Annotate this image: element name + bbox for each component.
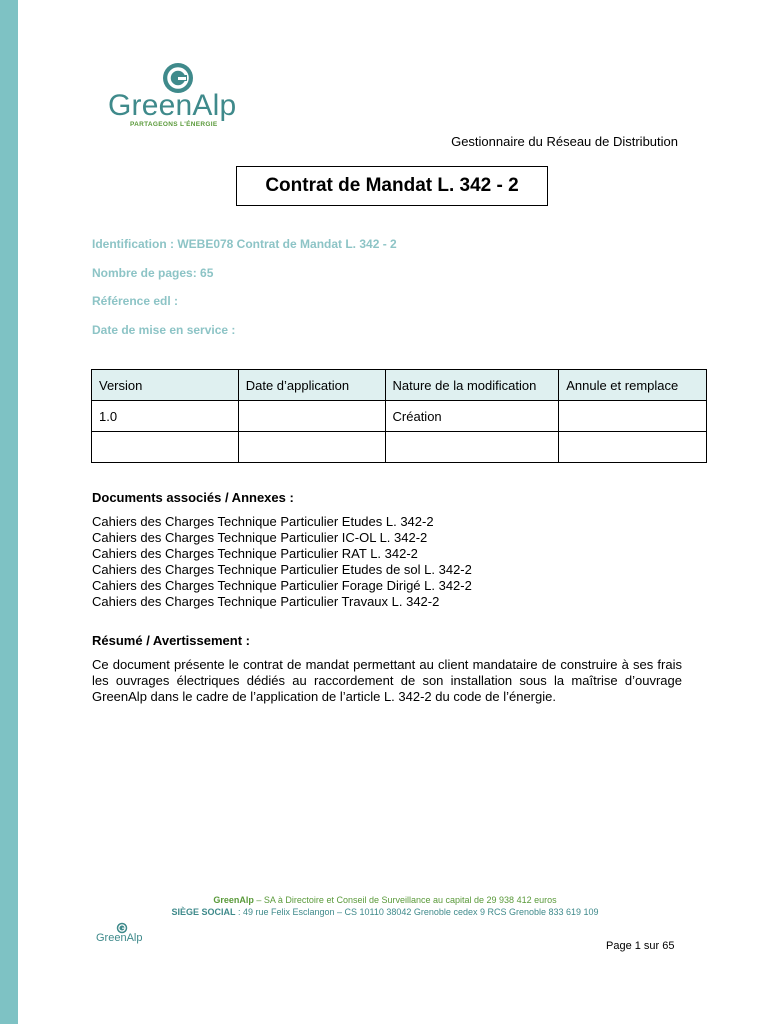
footer-company-details: – SA à Directoire et Conseil de Surveillance au capital de 29 938 412 euros — [253, 895, 557, 905]
meta-date-service: Date de mise en service : — [92, 323, 236, 337]
footer-siege-label: SIÈGE SOCIAL — [171, 907, 236, 917]
footer-logo-wordmark: GreenAlp — [96, 932, 143, 944]
table-cell: 1.0 — [92, 401, 239, 432]
table-cell — [238, 401, 385, 432]
list-item: Cahiers des Charges Technique Particulier Etudes de sol L. 342-2 — [92, 562, 472, 577]
table-header-cell: Nature de la modification — [385, 370, 559, 401]
meta-reference: Référence edl : — [92, 294, 179, 308]
meta-identification: Identification : WEBE078 Contrat de Mandat L. 342 - 2 — [92, 237, 397, 251]
list-item: Cahiers des Charges Technique Particulier IC-OL L. 342-2 — [92, 530, 428, 545]
footer-logo — [96, 922, 156, 948]
summary-text: Ce document présente le contrat de mandat permettant au client mandataire de construire à ses frais les ouvrages électriques dédiés au raccordement de son installation sous la maîtrise d’ouvrage GreenAlp dans le cadre de l’application de l’article L. 342-2 du code de l’énergie. — [92, 657, 682, 704]
table-cell — [559, 401, 707, 432]
left-color-band — [0, 0, 18, 1024]
logo-wordmark: GreenAlp — [108, 89, 237, 122]
footer-company-name: GreenAlp — [213, 895, 254, 905]
footer-siege-details: : 49 rue Felix Esclangon – CS 10110 38042 Grenoble cedex 9 RCS Grenoble 833 619 109 — [235, 907, 599, 917]
document-title — [236, 166, 548, 206]
table-header-cell: Annule et remplace — [559, 370, 707, 401]
table-row — [92, 401, 707, 432]
document-title-text: Contrat de Mandat L. 342 - 2 — [265, 175, 519, 196]
table-cell — [92, 432, 239, 463]
list-item: Cahiers des Charges Technique Particulier Etudes L. 342-2 — [92, 514, 434, 529]
table-cell — [385, 432, 559, 463]
summary-title: Résumé / Avertissement : — [92, 633, 250, 648]
header-subtitle: Gestionnaire du Réseau de Distribution — [451, 134, 678, 149]
logo-tagline: PARTAGEONS L'ÉNERGIE — [130, 121, 218, 128]
greenalp-logo — [108, 62, 248, 134]
documents-title: Documents associés / Annexes : — [92, 490, 294, 505]
list-item: Cahiers des Charges Technique Particulier Travaux L. 342-2 — [92, 594, 440, 609]
table-cell: Création — [385, 401, 559, 432]
meta-pages: Nombre de pages: 65 — [92, 266, 214, 280]
table-row — [92, 432, 707, 463]
documents-list — [92, 514, 472, 610]
footer-siege-line — [0, 907, 770, 917]
footer-company-line — [0, 895, 770, 905]
page-number: Page 1 sur 65 — [606, 940, 675, 952]
table-header-row — [92, 370, 707, 401]
table-header-cell: Date d’application — [238, 370, 385, 401]
list-item: Cahiers des Charges Technique Particulier RAT L. 342-2 — [92, 546, 418, 561]
table-cell — [238, 432, 385, 463]
table-header-cell: Version — [92, 370, 239, 401]
versions-table — [91, 369, 707, 463]
table-cell — [559, 432, 707, 463]
list-item: Cahiers des Charges Technique Particulier Forage Dirigé L. 342-2 — [92, 578, 472, 593]
